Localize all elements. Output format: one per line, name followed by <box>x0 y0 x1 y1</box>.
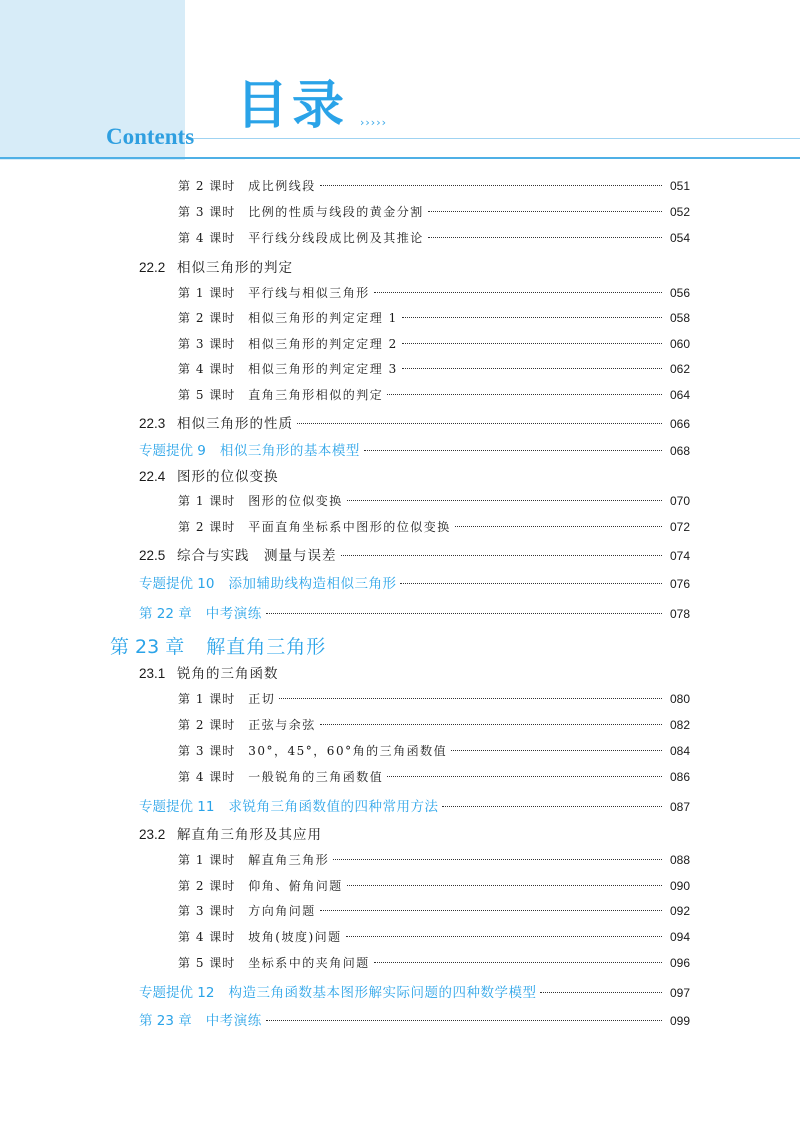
toc-leader-dots <box>341 555 663 556</box>
toc-entry-title: 构造三角函数基本图形解实际问题的四种数学模型 <box>228 985 537 1001</box>
toc-entry-number: 22.5 <box>139 548 166 563</box>
toc-entry-title: 平面直角坐标系中图形的位似变换 <box>248 520 451 534</box>
toc-page-number: 090 <box>669 879 690 893</box>
toc-entry-number: 23.1 <box>139 666 166 681</box>
toc-entry-title: 相似三角形的判定定理 1 <box>248 311 398 325</box>
toc-entry-number: 第 1 课时 <box>178 286 236 300</box>
toc-leader-dots <box>455 526 662 527</box>
toc-page-number: 058 <box>669 311 690 325</box>
toc-entry-title: 一般锐角的三角函数值 <box>248 770 384 784</box>
toc-page-number: 082 <box>669 718 690 732</box>
toc-entry-title: 求锐角三角函数值的四种常用方法 <box>228 799 439 815</box>
toc-entry-lesson[interactable] <box>178 177 690 203</box>
toc-entry-number: 第 1 课时 <box>178 853 236 867</box>
toc-leader-dots <box>428 211 662 212</box>
toc-page-number: 088 <box>669 853 690 867</box>
toc-leader-dots <box>320 185 662 186</box>
toc-entry-number: 第 23 章 <box>139 1013 192 1029</box>
toc-page-number: 072 <box>669 520 690 534</box>
toc-leader-dots <box>320 910 662 911</box>
toc-leader-dots <box>442 806 662 807</box>
toc-entry-lesson[interactable] <box>178 335 690 361</box>
toc-entry-title: 30°，45°，60°角的三角函数值 <box>248 744 448 758</box>
toc-leader-dots <box>320 724 662 725</box>
toc-entry-number: 第 4 课时 <box>178 770 236 784</box>
toc-entry-number: 22.3 <box>139 416 166 431</box>
toc-entry-lesson[interactable] <box>178 690 690 716</box>
page-title-english: Contents <box>106 124 195 149</box>
toc-leader-dots <box>387 776 662 777</box>
toc-entry-title: 坐标系中的夹角问题 <box>248 956 370 970</box>
toc-entry-lesson[interactable] <box>178 284 690 310</box>
toc-entry-number: 第 4 课时 <box>178 362 236 376</box>
toc-entry-number: 第 5 课时 <box>178 388 236 402</box>
toc-entry-number: 第 3 课时 <box>178 904 236 918</box>
toc-entry-title: 平行线与相似三角形 <box>248 286 370 300</box>
toc-entry-special[interactable] <box>139 981 690 1007</box>
toc-leader-dots <box>279 698 662 699</box>
toc-entry-number: 专题提优 10 <box>139 576 215 592</box>
toc-entry-lesson[interactable] <box>178 229 690 255</box>
toc-entry-title: 直角三角形相似的判定 <box>248 388 384 402</box>
toc-leader-dots <box>451 750 662 751</box>
toc-leader-dots <box>364 450 662 451</box>
toc-entry-section[interactable] <box>139 823 690 849</box>
title-arrows-icon: ››››› <box>360 116 387 129</box>
toc-entry-number: 第 22 章 <box>139 606 192 622</box>
page-title: 目录 <box>236 76 349 136</box>
toc-entry-number: 专题提优 12 <box>139 985 215 1001</box>
toc-page-number: 062 <box>669 362 690 376</box>
toc-entry-title: 平行线分线段成比例及其推论 <box>248 231 424 245</box>
toc-leader-dots <box>387 394 662 395</box>
toc-leader-dots <box>402 368 662 369</box>
toc-entry-lesson[interactable] <box>178 851 690 877</box>
toc-entry-title: 锐角的三角函数 <box>177 666 279 682</box>
toc-entry-lesson[interactable] <box>178 928 690 954</box>
toc-entry-number: 专题提优 11 <box>139 799 215 815</box>
toc-entry-number: 第 1 课时 <box>178 494 236 508</box>
toc-page-number: 078 <box>669 607 690 621</box>
toc-entry-number: 专题提优 9 <box>139 443 206 459</box>
toc-page-number: 064 <box>669 388 690 402</box>
toc-entry-section[interactable] <box>139 412 690 438</box>
toc-page-number: 087 <box>669 800 690 814</box>
toc-leader-dots <box>402 343 662 344</box>
header-rule-thin <box>185 138 800 139</box>
toc-entry-number: 22.4 <box>139 469 166 484</box>
toc-entry-title: 比例的性质与线段的黄金分割 <box>248 205 424 219</box>
toc-entry-lesson[interactable] <box>178 768 690 794</box>
toc-leader-dots <box>374 962 662 963</box>
toc-page-number: 056 <box>669 286 690 300</box>
toc-entry-title: 解直角三角形及其应用 <box>177 827 322 843</box>
toc-entry-number: 第 2 课时 <box>178 879 236 893</box>
toc-page-number: 074 <box>669 549 690 563</box>
toc-entry-title: 解直角三角形 <box>248 853 330 867</box>
toc-entry-title: 坡角(坡度)问题 <box>248 930 342 944</box>
toc-entry-lesson[interactable] <box>178 742 690 768</box>
toc-page-number: 094 <box>669 930 690 944</box>
toc-entry-section[interactable] <box>139 256 690 282</box>
toc-entry-special[interactable] <box>139 572 690 598</box>
toc-entry-number: 第 3 课时 <box>178 337 236 351</box>
toc-entry-lesson[interactable] <box>178 902 690 928</box>
toc-page-number: 076 <box>669 577 690 591</box>
toc-entry-section[interactable] <box>139 544 690 570</box>
chapter-number: 第 23 章 <box>110 636 185 658</box>
toc-leader-dots <box>346 936 662 937</box>
toc-page-number: 086 <box>669 770 690 784</box>
toc-entry-number: 第 3 课时 <box>178 744 236 758</box>
toc-page-number: 096 <box>669 956 690 970</box>
toc-entry-number: 第 4 课时 <box>178 231 236 245</box>
header-rule <box>0 157 800 159</box>
toc-leader-dots <box>347 885 662 886</box>
toc-entry-title: 成比例线段 <box>248 179 316 193</box>
toc-entry-title: 相似三角形的判定 <box>177 260 293 276</box>
toc-entry-number: 第 4 课时 <box>178 930 236 944</box>
toc-entry-number: 第 5 课时 <box>178 956 236 970</box>
toc-page-number: 080 <box>669 692 690 706</box>
toc-leader-dots <box>266 1020 662 1021</box>
toc-page-number: 070 <box>669 494 690 508</box>
toc-entry-title: 方向角问题 <box>248 904 316 918</box>
toc-entry-number: 第 2 课时 <box>178 179 236 193</box>
toc-entry-lesson[interactable] <box>178 203 690 229</box>
toc-entry-lesson[interactable] <box>178 360 690 386</box>
toc-entry-lesson[interactable] <box>178 309 690 335</box>
toc-page-number: 084 <box>669 744 690 758</box>
toc-entry-title: 综合与实践 测量与误差 <box>177 548 337 564</box>
toc-entry-number: 第 2 课时 <box>178 311 236 325</box>
toc-leader-dots <box>374 292 662 293</box>
toc-entry-title: 图形的位似变换 <box>248 494 343 508</box>
toc-leader-dots <box>428 237 662 238</box>
toc-entry-title: 相似三角形的判定定理 3 <box>248 362 398 376</box>
toc-entry-special[interactable] <box>139 1009 690 1035</box>
toc-entry-title: 正切 <box>248 692 276 706</box>
toc-entry-number: 第 2 课时 <box>178 520 236 534</box>
toc-entry-number: 第 2 课时 <box>178 718 236 732</box>
toc-entry-title: 中考演练 <box>205 606 262 622</box>
toc-entry-number: 第 1 课时 <box>178 692 236 706</box>
toc-entry-lesson[interactable] <box>178 954 690 980</box>
toc-page-number: 099 <box>669 1014 690 1028</box>
chapter-heading <box>110 632 326 659</box>
toc-entry-lesson[interactable] <box>178 877 690 903</box>
toc-entry-lesson[interactable] <box>178 492 690 518</box>
toc-entry-section[interactable] <box>139 662 690 688</box>
toc-page-number: 097 <box>669 986 690 1000</box>
toc-page-number: 068 <box>669 444 690 458</box>
toc-entry-title: 正弦与余弦 <box>248 718 316 732</box>
toc-page-number: 052 <box>669 205 690 219</box>
toc-entry-lesson[interactable] <box>178 386 690 412</box>
toc-entry-number: 22.2 <box>139 260 166 275</box>
toc-leader-dots <box>347 500 662 501</box>
toc-entry-number: 23.2 <box>139 827 166 842</box>
toc-page-number: 066 <box>669 417 690 431</box>
toc-entry-lesson[interactable] <box>178 518 690 544</box>
toc-leader-dots <box>333 859 662 860</box>
toc-leader-dots <box>400 583 662 584</box>
toc-page-number: 092 <box>669 904 690 918</box>
toc-leader-dots <box>540 992 662 993</box>
toc-page-number: 051 <box>669 179 690 193</box>
toc-entry-special[interactable] <box>139 602 690 628</box>
toc-entry-lesson[interactable] <box>178 716 690 742</box>
toc-leader-dots <box>266 613 662 614</box>
toc-entry-number: 第 3 课时 <box>178 205 236 219</box>
toc-page-number: 054 <box>669 231 690 245</box>
toc-entry-title: 相似三角形的判定定理 2 <box>248 337 398 351</box>
toc-entry-section[interactable] <box>139 465 690 491</box>
toc-leader-dots <box>402 317 662 318</box>
toc-entry-special[interactable] <box>139 795 690 821</box>
toc-leader-dots <box>297 423 662 424</box>
toc-entry-title: 相似三角形的基本模型 <box>219 443 360 459</box>
chapter-title: 解直角三角形 <box>206 636 327 658</box>
toc-entry-title: 相似三角形的性质 <box>177 416 293 432</box>
toc-page-number: 060 <box>669 337 690 351</box>
toc-entry-title: 图形的位似变换 <box>177 469 279 485</box>
toc-entry-title: 中考演练 <box>205 1013 262 1029</box>
toc-entry-special[interactable] <box>139 439 690 465</box>
toc-entry-title: 添加辅助线构造相似三角形 <box>228 576 397 592</box>
toc-entry-title: 仰角、俯角问题 <box>248 879 343 893</box>
